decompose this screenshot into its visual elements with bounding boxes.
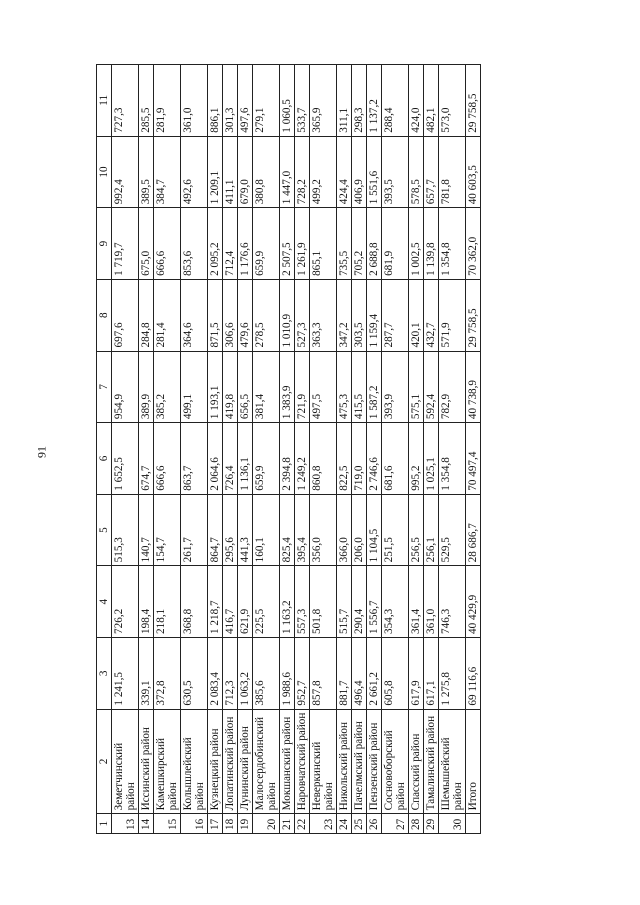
header-row <box>97 65 112 834</box>
value-cell: 954,9 <box>112 351 139 423</box>
value-cell: 482,1 <box>424 65 439 137</box>
value-cell: 1 447,0 <box>280 136 295 208</box>
district-name: Мокшанский район <box>280 709 295 814</box>
table-row <box>223 65 238 834</box>
district-name: Пачелмский район <box>352 709 367 814</box>
value-cell: 2 688,8 <box>367 208 382 280</box>
value-cell: 1 163,2 <box>280 566 295 638</box>
value-cell: 1 261,9 <box>295 208 310 280</box>
value-cell: 1 354,8 <box>439 208 466 280</box>
value-cell: 871,5 <box>208 279 223 351</box>
value-cell: 1 137,2 <box>367 65 382 137</box>
column-header: 6 <box>97 423 112 495</box>
value-cell: 1 010,9 <box>280 279 295 351</box>
value-cell: 659,9 <box>253 423 280 495</box>
value-cell: 160,1 <box>253 494 280 566</box>
value-cell: 617,1 <box>424 637 439 709</box>
value-cell: 424,4 <box>337 136 352 208</box>
value-cell: 218,1 <box>154 566 181 638</box>
value-cell: 225,5 <box>253 566 280 638</box>
value-cell: 385,6 <box>253 637 280 709</box>
value-cell: 356,0 <box>310 494 337 566</box>
value-cell: 952,7 <box>295 637 310 709</box>
value-cell: 496,4 <box>352 637 367 709</box>
value-cell: 881,7 <box>337 637 352 709</box>
district-name: Лопатинский район <box>223 709 238 814</box>
value-cell: 40 603,5 <box>466 136 481 208</box>
budget-table <box>96 64 481 834</box>
value-cell: 1 587,2 <box>367 351 382 423</box>
value-cell: 70 497,4 <box>466 423 481 495</box>
table-row <box>295 65 310 834</box>
row-number: 20 <box>253 814 280 834</box>
value-cell: 420,1 <box>409 279 424 351</box>
table-row <box>253 65 280 834</box>
row-number: 29 <box>424 814 439 834</box>
value-cell: 381,4 <box>253 351 280 423</box>
value-cell: 1 193,1 <box>208 351 223 423</box>
value-cell: 2 095,2 <box>208 208 223 280</box>
value-cell: 311,1 <box>337 65 352 137</box>
value-cell: 657,7 <box>424 136 439 208</box>
value-cell: 822,5 <box>337 423 352 495</box>
value-cell: 40 738,9 <box>466 351 481 423</box>
value-cell: 1 988,6 <box>280 637 295 709</box>
value-cell: 659,9 <box>253 208 280 280</box>
value-cell: 1 159,4 <box>367 279 382 351</box>
value-cell: 29 758,5 <box>466 65 481 137</box>
row-number: 26 <box>367 814 382 834</box>
value-cell: 290,4 <box>352 566 367 638</box>
value-cell: 363,3 <box>310 279 337 351</box>
row-number: 13 <box>112 814 139 834</box>
value-cell: 339,1 <box>139 637 154 709</box>
value-cell: 298,3 <box>352 65 367 137</box>
value-cell: 416,7 <box>223 566 238 638</box>
value-cell: 256,1 <box>424 494 439 566</box>
value-cell: 303,5 <box>352 279 367 351</box>
district-name: Спасский район <box>409 709 424 814</box>
value-cell: 728,2 <box>295 136 310 208</box>
value-cell: 361,0 <box>181 65 208 137</box>
value-cell: 278,5 <box>253 279 280 351</box>
column-header: 1 <box>97 814 112 834</box>
value-cell: 1 136,1 <box>238 423 253 495</box>
value-cell: 284,8 <box>139 279 154 351</box>
value-cell: 630,5 <box>181 637 208 709</box>
value-cell: 621,9 <box>238 566 253 638</box>
value-cell: 479,6 <box>238 279 253 351</box>
value-cell: 825,4 <box>280 494 295 566</box>
value-cell: 1 249,2 <box>295 423 310 495</box>
value-cell: 499,2 <box>310 136 337 208</box>
value-cell: 385,2 <box>154 351 181 423</box>
value-cell: 40 429,9 <box>466 566 481 638</box>
value-cell: 361,4 <box>409 566 424 638</box>
value-cell: 860,8 <box>310 423 337 495</box>
value-cell: 721,9 <box>295 351 310 423</box>
value-cell: 251,5 <box>382 494 409 566</box>
value-cell: 1 209,1 <box>208 136 223 208</box>
value-cell: 295,6 <box>223 494 238 566</box>
value-cell: 499,1 <box>181 351 208 423</box>
value-cell: 497,5 <box>310 351 337 423</box>
value-cell: 781,8 <box>439 136 466 208</box>
column-header: 4 <box>97 566 112 638</box>
value-cell: 380,8 <box>253 136 280 208</box>
value-cell: 287,7 <box>382 279 409 351</box>
column-header: 11 <box>97 65 112 137</box>
row-number: 24 <box>337 814 352 834</box>
district-name: Тамалинский район <box>424 709 439 814</box>
value-cell: 746,3 <box>439 566 466 638</box>
value-cell: 675,0 <box>139 208 154 280</box>
value-cell: 863,7 <box>181 423 208 495</box>
value-cell: 1 025,1 <box>424 423 439 495</box>
district-name: Итого <box>466 709 481 814</box>
value-cell: 2 746,6 <box>367 423 382 495</box>
value-cell: 69 116,6 <box>466 637 481 709</box>
value-cell: 681,9 <box>382 208 409 280</box>
value-cell: 1 063,2 <box>238 637 253 709</box>
table-row <box>439 65 466 834</box>
value-cell: 1 275,8 <box>439 637 466 709</box>
row-number: 15 <box>154 814 181 834</box>
value-cell: 726,4 <box>223 423 238 495</box>
value-cell: 261,7 <box>181 494 208 566</box>
value-cell: 1 139,8 <box>424 208 439 280</box>
value-cell: 2 661,2 <box>367 637 382 709</box>
value-cell: 198,4 <box>139 566 154 638</box>
table-row <box>181 65 208 834</box>
value-cell: 347,2 <box>337 279 352 351</box>
value-cell: 2 394,8 <box>280 423 295 495</box>
rotated-table-container <box>96 64 529 834</box>
value-cell: 995,2 <box>409 423 424 495</box>
district-name: Никольский район <box>337 709 352 814</box>
table-row <box>382 65 409 834</box>
row-number: 28 <box>409 814 424 834</box>
value-cell: 281,4 <box>154 279 181 351</box>
value-cell: 406,9 <box>352 136 367 208</box>
value-cell: 1 241,5 <box>112 637 139 709</box>
value-cell: 411,1 <box>223 136 238 208</box>
row-number: 17 <box>208 814 223 834</box>
value-cell: 415,5 <box>352 351 367 423</box>
value-cell: 864,7 <box>208 494 223 566</box>
row-number: 27 <box>382 814 409 834</box>
row-number: 16 <box>181 814 208 834</box>
value-cell: 365,9 <box>310 65 337 137</box>
value-cell: 29 758,5 <box>466 279 481 351</box>
value-cell: 573,0 <box>439 65 466 137</box>
column-header: 2 <box>97 709 112 814</box>
value-cell: 281,9 <box>154 65 181 137</box>
value-cell: 666,6 <box>154 208 181 280</box>
value-cell: 368,8 <box>181 566 208 638</box>
value-cell: 557,3 <box>295 566 310 638</box>
value-cell: 395,4 <box>295 494 310 566</box>
value-cell: 515,3 <box>112 494 139 566</box>
value-cell: 492,6 <box>181 136 208 208</box>
page-number: 91 <box>34 446 49 458</box>
value-cell: 497,6 <box>238 65 253 137</box>
table-row <box>409 65 424 834</box>
value-cell: 1 551,6 <box>367 136 382 208</box>
value-cell: 782,9 <box>439 351 466 423</box>
value-cell: 575,1 <box>409 351 424 423</box>
value-cell: 992,4 <box>112 136 139 208</box>
row-number: 23 <box>310 814 337 834</box>
value-cell: 28 686,7 <box>466 494 481 566</box>
table-row <box>367 65 382 834</box>
district-name: Лунинский район <box>238 709 253 814</box>
value-cell: 354,3 <box>382 566 409 638</box>
value-cell: 1 218,7 <box>208 566 223 638</box>
value-cell: 475,3 <box>337 351 352 423</box>
total-row <box>466 65 481 834</box>
row-number: 18 <box>223 814 238 834</box>
value-cell: 1 719,7 <box>112 208 139 280</box>
value-cell: 705,2 <box>352 208 367 280</box>
value-cell: 515,7 <box>337 566 352 638</box>
value-cell: 1 002,5 <box>409 208 424 280</box>
district-name: Земетчинский район <box>112 709 139 814</box>
value-cell: 578,5 <box>409 136 424 208</box>
value-cell: 432,7 <box>424 279 439 351</box>
value-cell: 2 083,4 <box>208 637 223 709</box>
value-cell: 1 104,5 <box>367 494 382 566</box>
table-row <box>337 65 352 834</box>
district-name: Кузнецкий район <box>208 709 223 814</box>
district-name: Шемышейский район <box>439 709 466 814</box>
value-cell: 384,7 <box>154 136 181 208</box>
value-cell: 1 060,5 <box>280 65 295 137</box>
value-cell: 726,2 <box>112 566 139 638</box>
district-name: Неверкинский район <box>310 709 337 814</box>
value-cell: 441,3 <box>238 494 253 566</box>
table-row <box>112 65 139 834</box>
row-number: 19 <box>238 814 253 834</box>
table-row <box>139 65 154 834</box>
value-cell: 712,3 <box>223 637 238 709</box>
value-cell: 533,7 <box>295 65 310 137</box>
value-cell: 1 383,9 <box>280 351 295 423</box>
column-header: 10 <box>97 136 112 208</box>
row-number: 14 <box>139 814 154 834</box>
table-row <box>238 65 253 834</box>
value-cell: 719,0 <box>352 423 367 495</box>
table-row <box>310 65 337 834</box>
value-cell: 393,5 <box>382 136 409 208</box>
row-number: 21 <box>280 814 295 834</box>
value-cell: 501,8 <box>310 566 337 638</box>
value-cell: 656,5 <box>238 351 253 423</box>
row-number: 25 <box>352 814 367 834</box>
value-cell: 712,4 <box>223 208 238 280</box>
value-cell: 1 556,7 <box>367 566 382 638</box>
value-cell: 393,9 <box>382 351 409 423</box>
value-cell: 279,1 <box>253 65 280 137</box>
column-header: 3 <box>97 637 112 709</box>
district-name: Колышлейский район <box>181 709 208 814</box>
value-cell: 592,4 <box>424 351 439 423</box>
value-cell: 735,5 <box>337 208 352 280</box>
value-cell: 1 176,6 <box>238 208 253 280</box>
table-body <box>112 65 481 834</box>
table-row <box>154 65 181 834</box>
value-cell: 617,9 <box>409 637 424 709</box>
value-cell: 674,7 <box>139 423 154 495</box>
value-cell: 419,8 <box>223 351 238 423</box>
value-cell: 1 354,8 <box>439 423 466 495</box>
value-cell: 424,0 <box>409 65 424 137</box>
value-cell: 70 362,0 <box>466 208 481 280</box>
district-name: Сосновоборский район <box>382 709 409 814</box>
table-row <box>352 65 367 834</box>
value-cell: 140,7 <box>139 494 154 566</box>
column-header: 7 <box>97 351 112 423</box>
table-row <box>280 65 295 834</box>
value-cell: 697,6 <box>112 279 139 351</box>
district-name: Камешкирский район <box>154 709 181 814</box>
value-cell: 288,4 <box>382 65 409 137</box>
value-cell: 1 652,5 <box>112 423 139 495</box>
district-name: Пензенский район <box>367 709 382 814</box>
value-cell: 256,5 <box>409 494 424 566</box>
value-cell: 857,8 <box>310 637 337 709</box>
district-name: Малосердобинский район <box>253 709 280 814</box>
value-cell: 372,8 <box>154 637 181 709</box>
value-cell: 886,1 <box>208 65 223 137</box>
column-header: 5 <box>97 494 112 566</box>
table-row <box>208 65 223 834</box>
value-cell: 154,7 <box>154 494 181 566</box>
value-cell: 389,9 <box>139 351 154 423</box>
value-cell: 306,6 <box>223 279 238 351</box>
value-cell: 865,1 <box>310 208 337 280</box>
value-cell: 529,5 <box>439 494 466 566</box>
row-number <box>466 814 481 834</box>
value-cell: 2 064,6 <box>208 423 223 495</box>
value-cell: 527,3 <box>295 279 310 351</box>
value-cell: 666,6 <box>154 423 181 495</box>
row-number: 30 <box>439 814 466 834</box>
value-cell: 605,8 <box>382 637 409 709</box>
value-cell: 285,5 <box>139 65 154 137</box>
value-cell: 364,6 <box>181 279 208 351</box>
value-cell: 2 507,5 <box>280 208 295 280</box>
value-cell: 361,0 <box>424 566 439 638</box>
value-cell: 571,9 <box>439 279 466 351</box>
value-cell: 679,0 <box>238 136 253 208</box>
value-cell: 681,6 <box>382 423 409 495</box>
table-row <box>424 65 439 834</box>
value-cell: 366,0 <box>337 494 352 566</box>
value-cell: 206,0 <box>352 494 367 566</box>
column-header: 9 <box>97 208 112 280</box>
column-header: 8 <box>97 279 112 351</box>
district-name: Иссинский район <box>139 709 154 814</box>
row-number: 22 <box>295 814 310 834</box>
district-name: Наровчатский район <box>295 709 310 814</box>
value-cell: 727,3 <box>112 65 139 137</box>
value-cell: 853,6 <box>181 208 208 280</box>
value-cell: 389,5 <box>139 136 154 208</box>
value-cell: 301,3 <box>223 65 238 137</box>
